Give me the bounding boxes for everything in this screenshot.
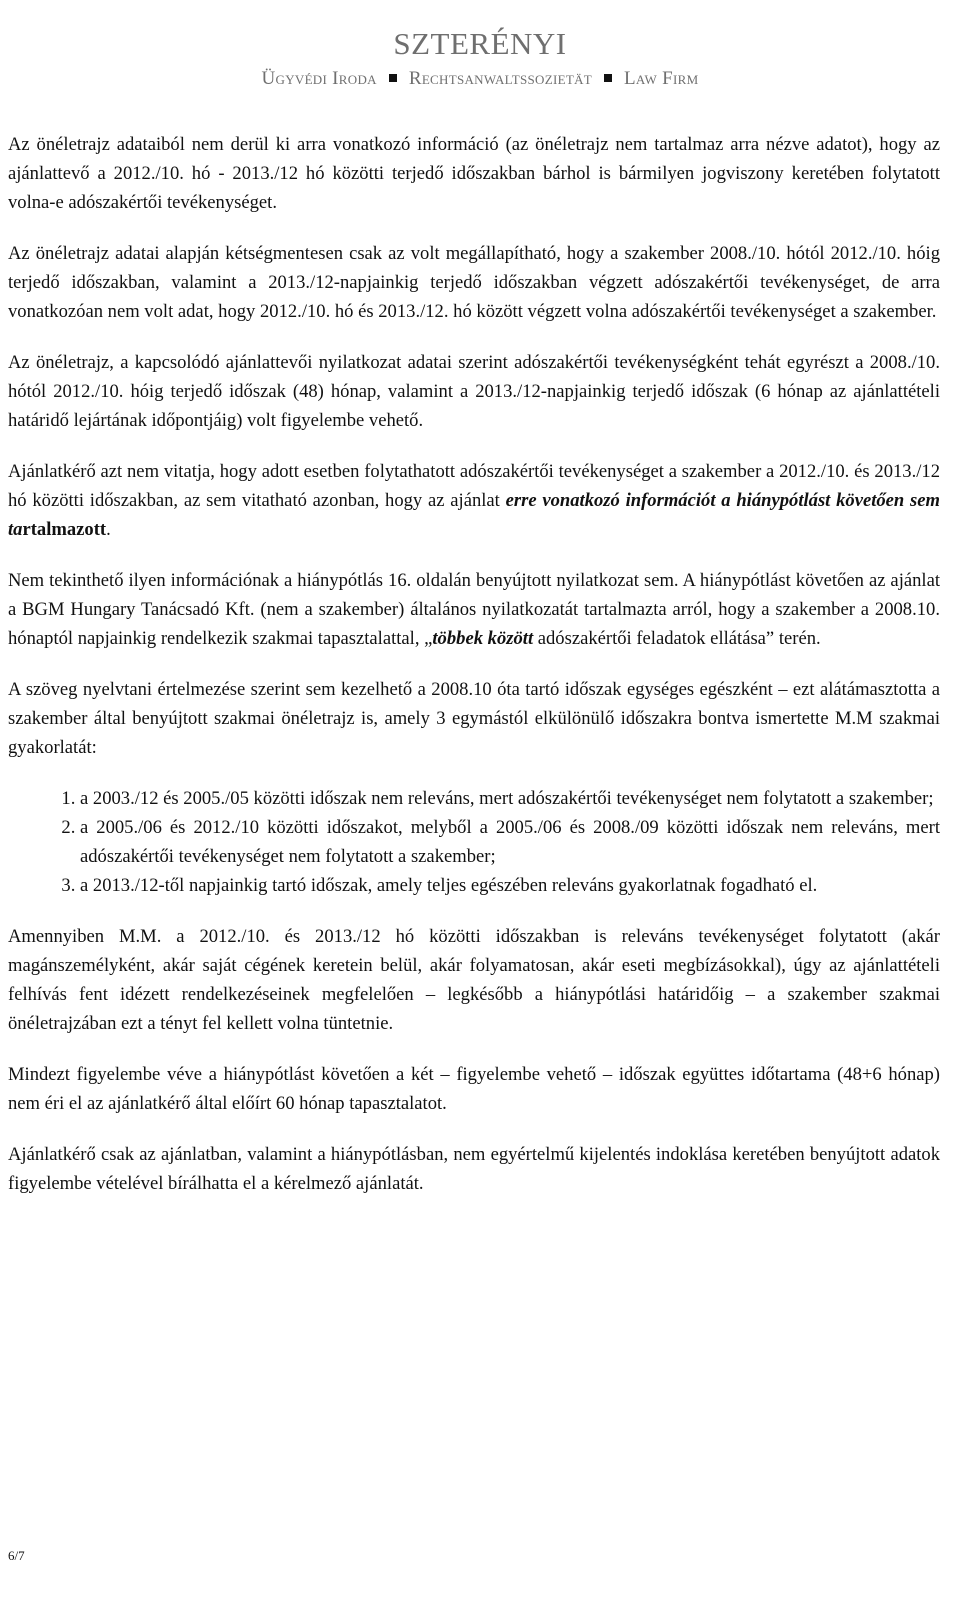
paragraph-6: A szöveg nyelvtani értelmezése szerint sem kezelhető a 2008.10 óta tartó időszak egységes egészként – ezt alátámasztotta a szakember által benyújtott szakmai önéletrajz is, amely 3 egymástól elkülönülő időszakra bontva ismertette M.M szakmai gyakorlatát: — [8, 679, 940, 758]
list-item: 1. a 2003./12 és 2005./05 közötti időszak nem releváns, mert adószakértői tevékenységet nem folytatott a szakember; — [80, 784, 940, 813]
paragraph-4-text: Ajánlatkérő azt nem vitatja, hogy adott esetben folytathatott adószakértői tevékenységet a szakember a 2012./10. és 2013./12 hó közötti időszakban, az sem vitatható azonban, hogy az ajánlat — [8, 461, 940, 511]
firm-subtitle-en: Law Firm — [624, 68, 699, 89]
paragraph-5-end: adószakértői feladatok ellátása” terén. — [533, 628, 821, 649]
square-bullet-icon — [389, 74, 397, 82]
firm-name: SZTERÉNYI — [393, 26, 567, 61]
paragraph-4-end: . — [106, 519, 111, 540]
paragraph-4 — [8, 457, 940, 544]
period-list — [8, 784, 940, 900]
paragraph-9: Ajánlatkérő csak az ajánlatban, valamint a hiánypótlásban, nem egyértelmű kijelentés indoklása keretében benyújtott adatok figyelembe vételével bírálhatta el a kérelmező ajánlatát. — [8, 1144, 940, 1194]
firm-subtitle — [0, 64, 960, 94]
paragraph-7: Amennyiben M.M. a 2012./10. és 2013./12 hó közötti időszakban is releváns tevékenységet folytatott (akár magánszemélyként, akár saját cégének keretein belül, akár folyamatosan, akár eseti megbízásokkal), úgy az ajánlattételi felhívás fent idézett rendelkezéseinek megfelelően – legkésőbb a hiánypótlási határidőig – a szakember szakmai önéletrajzában ezt a tényt fel kellett volna tüntetnie. — [8, 926, 940, 1034]
square-bullet-icon — [604, 74, 612, 82]
paragraph-4-emphasis: erre vonatkozó információt a hiánypótlást követően sem ta — [8, 490, 940, 540]
paragraph-3: Az önéletrajz, a kapcsolódó ajánlattevői nyilatkozat adatai szerint adószakértői tevékenységként tehát egyrészt a 2008./10. hótól 2012./10. hóig terjedő időszak (48) hónap, valamint a 2013./12-napjainkig terjedő időszak (6 hónap az ajánlattételi határidő lejártának időpontjáig) volt figyelembe vehető. — [8, 352, 940, 431]
list-item: 2. a 2005./06 és 2012./10 közötti időszakot, melyből a 2005./06 és 2008./09 közötti időszak nem releváns, mert adószakértői tevékenységet nem folytatott a szakember; — [80, 813, 940, 871]
firm-subtitle-de: Rechtsanwaltssozietät — [408, 68, 592, 89]
paragraph-5-emphasis: többek között — [432, 628, 534, 649]
paragraph-1: Az önéletrajz adataiból nem derül ki arra vonatkozó információ (az önéletrajz nem tartalmaz arra nézve adatot), hogy az ajánlattevő a 2012./10. hó - 2013./12 hó közötti terjedő időszakban bárhol is bármilyen jogviszony keretében folytatott volna-e adószakértői tevékenységet. — [8, 134, 940, 213]
list-item: 3. a 2013./12-től napjainkig tartó időszak, amely teljes egészében releváns gyakorlatnak fogadható el. — [80, 871, 940, 900]
paragraph-4-bold: rtalmazott — [22, 519, 107, 540]
paragraph-8: Mindezt figyelembe véve a hiánypótlást követően a két – figyelembe vehető – időszak együttes időtartama (48+6 hónap) nem éri el az ajánlatkérő által előírt 60 hónap tapasztalatot. — [8, 1064, 940, 1114]
paragraph-5-text: Nem tekinthető ilyen információnak a hiánypótlás 16. oldalán benyújtott nyilatkozat sem. A hiánypótlást követően az ajánlat a BGM Hungary Tanácsadó Kft. (nem a szakember) általános nyilatkozatát tartalmazta arról, hogy a szakember a 2008.10. hónaptól napjainkig rendelkezik szakmai tapasztalattal, „ — [8, 570, 940, 649]
letterhead — [0, 24, 960, 94]
document-body — [8, 130, 940, 1198]
paragraph-2: Az önéletrajz adatai alapján kétségmentesen csak az volt megállapítható, hogy a szakember 2008./10. hótól 2012./10. hóig terjedő időszakban, valamint a 2013./12-napjainkig terjedő időszakban végzett adószakértői tevékenységet, de arra vonatkozóan nem volt adat, hogy 2012./10. hó és 2013./12. hó között végzett volna adószakértői tevékenységet a szakember. — [8, 243, 940, 322]
paragraph-5 — [8, 566, 940, 653]
page-number: 6/7 — [8, 1548, 25, 1563]
firm-subtitle-hu: Ügyvédi Iroda — [261, 68, 377, 89]
